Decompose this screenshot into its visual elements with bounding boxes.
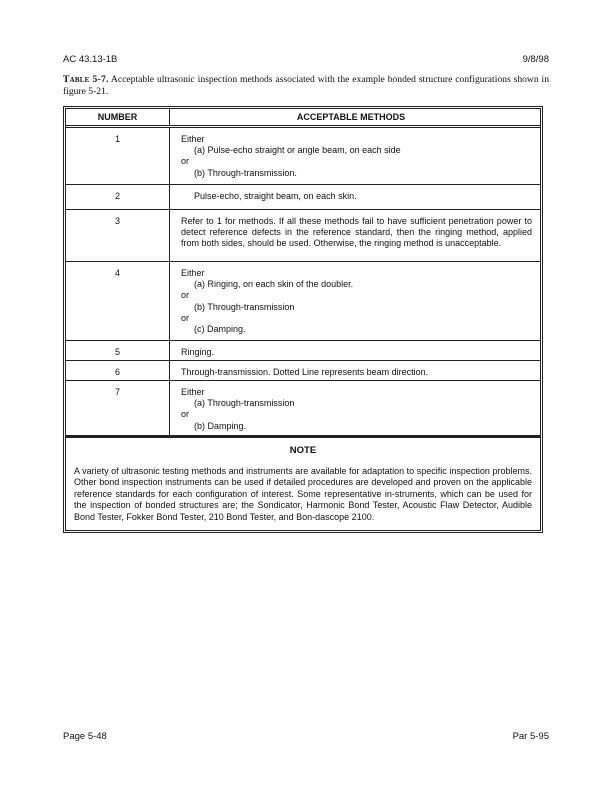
row-methods [170, 185, 540, 209]
row-methods [170, 210, 540, 261]
table-row [66, 381, 540, 436]
table-row [66, 341, 540, 361]
method-line: Either [181, 134, 205, 144]
method-line: (a) Through-transmission [194, 398, 295, 409]
note-title: NOTE [289, 445, 317, 456]
row-methods [170, 381, 540, 435]
note-section [66, 436, 540, 530]
row-number: 3 [66, 210, 170, 261]
table-row [66, 262, 540, 341]
method-line: or [181, 409, 190, 420]
row-methods [170, 341, 540, 360]
document-date: 9/8/98 [522, 54, 549, 65]
method-line: Either [181, 268, 205, 278]
methods-table [63, 106, 543, 533]
method-line: (b) Damping. [194, 420, 247, 431]
row-methods [170, 361, 540, 380]
method-line: Through-transmission. Dotted Line represents beam direction. [181, 367, 429, 377]
row-number: 6 [66, 361, 170, 380]
caption-label: Table 5-7. [63, 74, 109, 85]
method-line: (b) Through-transmission [194, 301, 295, 312]
row-number: 7 [66, 381, 170, 435]
column-header-methods: ACCEPTABLE METHODS [296, 112, 406, 122]
method-line: or [181, 312, 190, 323]
method-line: Refer to 1 for methods. If all these methods fail to have sufficient penetration power to detect reference defects in the reference standard, then the ringing method, applied from both sides, should be used. Otherwise, the ringing method is unacceptable. [181, 216, 532, 249]
method-line: (b) Through-transmission. [194, 167, 297, 178]
table-row [66, 361, 540, 381]
method-line: Either [181, 387, 205, 397]
row-number: 4 [66, 262, 170, 340]
row-number: 2 [66, 185, 170, 209]
table-row [66, 185, 540, 210]
paragraph-ref: Par 5-95 [512, 731, 549, 742]
method-line: or [181, 156, 190, 167]
method-line: (c) Damping. [194, 324, 246, 335]
table-row [66, 128, 540, 185]
page-number: Page 5-48 [63, 731, 107, 742]
row-number: 1 [66, 128, 170, 184]
row-methods [170, 128, 540, 184]
method-line: Pulse-echo, straight beam, on each skin. [194, 191, 357, 201]
table-header-row [66, 109, 540, 128]
method-line: (a) Pulse-echo straight or angle beam, on each side [194, 145, 401, 156]
method-line: Ringing. [181, 347, 215, 357]
note-body: A variety of ultrasonic testing methods and instruments are available for adaptation to specific inspection problems. Other bond inspection instruments can be used if detailed procedures are developed and proven on the applicable reference standards for each configuration of interest. Some representative in-struments, which can be used for the inspection of bonded structures are; the Sondicator, Harmonic Bond Tester, Acoustic Flaw Detector, Audible Bond Tester, Fokker Bond Tester, 210 Bond Tester, and Bon-dascope 2100. [74, 465, 532, 522]
method-line: or [181, 290, 190, 301]
row-methods [170, 262, 540, 340]
caption-text: Acceptable ultrasonic inspection methods associated with the example bonded structure configurations shown in figure 5-21. [63, 74, 550, 97]
table-row [66, 210, 540, 262]
document-id: AC 43.13-1B [63, 54, 118, 65]
table-caption [63, 74, 549, 98]
method-line: (a) Ringing, on each skin of the doubler. [194, 279, 354, 290]
column-header-number: NUMBER [66, 109, 170, 125]
row-number: 5 [66, 341, 170, 360]
